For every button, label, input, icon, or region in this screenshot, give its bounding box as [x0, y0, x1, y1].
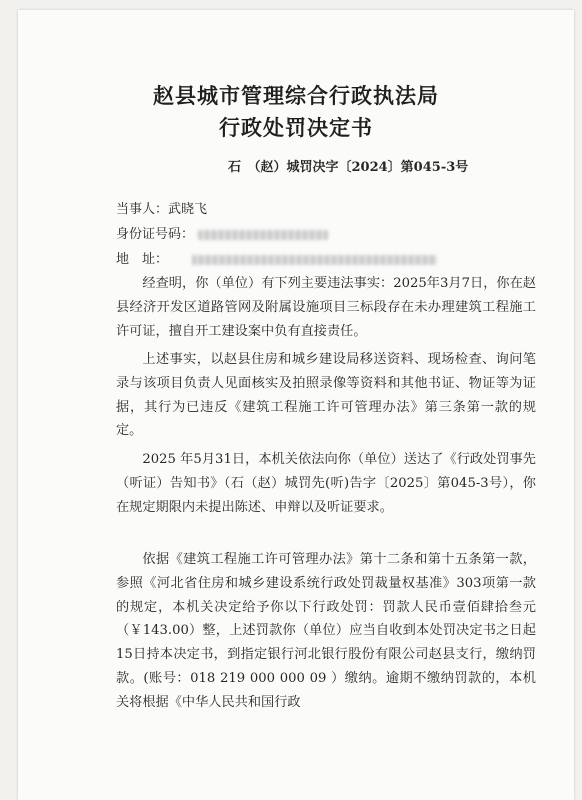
- paragraph-text: 经查明，你（单位）有下列主要违法事实：2025年3月7日，你在赵县经济开发区道路管网及附属设施项目三标段存在未办理建筑工程施工许可证，擅自开工建设案中负有直接责任。: [116, 276, 536, 339]
- paragraph-text: 依据《建筑工程施工许可管理办法》第十二条和第十五条第一款，参照《河北省住房和城乡建设系统行政处罚裁量权基准》303项第一款的规定，本机关决定给予你以下行政处罚：罚款人民币壹佰肆拾叁元（￥143.00）整，上述罚款你（单位）应当自收到本处罚决定书之日起15日持本决定书，到指定银行河北银行股份有限公司赵县支行，缴纳罚款。(账号：018 219 000 000 09 ）缴纳。逾期不缴纳罚款的，本机关将根据《中华人民共和国行政: [116, 552, 536, 710]
- party-name-field: [116, 198, 207, 217]
- paragraph-text: 2025 年5月31日，本机关依法向你（单位）送达了《行政处罚事先（听证）告知书》（石（赵）城罚先(听)告字〔2025〕第045-3号），你在规定期限内未提出陈述、申辩以及听证要求。: [116, 452, 536, 515]
- redacted-address: [192, 255, 437, 265]
- document-type-title: 行政处罚决定书: [219, 115, 373, 140]
- address-field: [116, 248, 437, 267]
- address-label: 地 址：: [116, 252, 169, 267]
- id-number-label: 身份证号码：: [116, 227, 195, 242]
- facts-paragraph: [116, 272, 536, 343]
- document-number: 石 （赵）城罚决字〔2024〕第045-3号: [228, 160, 469, 175]
- agency-title: 赵县城市管理综合行政执法局: [153, 83, 439, 108]
- id-number-field: [116, 223, 328, 242]
- paragraph-text: 上述事实，以赵县住房和城乡建设局移送资料、现场检查、询问笔录与该项目负责人见面核实及拍照录像等资料和其他书证、物证等为证据，其行为已违反《建筑工程施工许可管理办法》第三条第一款的规定。: [116, 352, 536, 439]
- redacted-id-number: [198, 230, 328, 240]
- decision-paragraph: [116, 548, 536, 715]
- party-name-value: 武晓飞: [168, 202, 208, 217]
- document-page: [18, 10, 574, 800]
- notice-paragraph: [116, 448, 536, 519]
- party-name-label: 当事人：: [116, 202, 169, 217]
- evidence-paragraph: [116, 348, 536, 443]
